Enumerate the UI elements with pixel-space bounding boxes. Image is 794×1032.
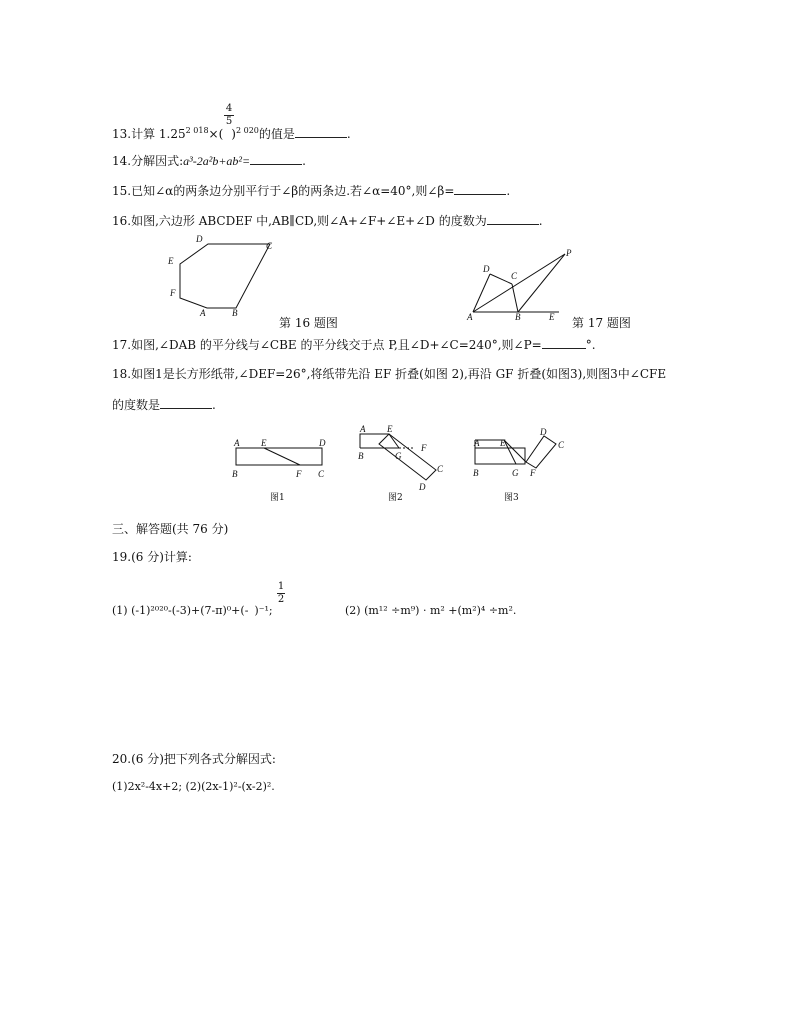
question-18-line1: 18.如图1是长方形纸带,∠DEF=26°,将纸带先沿 EF 折叠(如图 2),再沿 GF 折叠(如图3),则图3中∠CFE <box>112 367 667 381</box>
label-A: A <box>474 438 480 448</box>
label-D: D <box>483 264 490 274</box>
label-B: B <box>473 468 479 478</box>
figure-17 <box>465 248 575 320</box>
label-E: E <box>261 438 267 448</box>
question-19-title: 19.(6 分)计算: <box>112 550 192 564</box>
question-19-part1: (1) (-1)²⁰²⁰-(-3)+(7-π)⁰+(- )⁻¹; <box>112 604 273 617</box>
question-15: 15.已知∠α的两条边分别平行于∠β的两条边.若∠α=40°,则∠β= . <box>112 184 511 198</box>
label-B: B <box>232 308 238 318</box>
section-title: 三、解答题(共 76 分) <box>112 522 229 536</box>
question-20-title: 20.(6 分)把下列各式分解因式: <box>112 752 276 766</box>
label-D: D <box>540 427 547 437</box>
label-P: P <box>566 248 572 258</box>
label-A: A <box>467 312 473 322</box>
label-B: B <box>358 451 364 461</box>
label-C: C <box>266 241 273 251</box>
label-B: B <box>232 469 238 479</box>
label-G: G <box>512 468 519 478</box>
figure-18-2 <box>355 424 455 494</box>
label-E: E <box>549 312 555 322</box>
label-F: F <box>170 288 176 298</box>
question-18-line2: 的度数是 . <box>112 398 216 412</box>
label-E: E <box>168 256 174 266</box>
answer-blank[interactable] <box>454 184 506 195</box>
figure-18-2-caption: 图2 <box>388 493 403 503</box>
figure-16-caption: 第 16 题图 <box>279 316 338 330</box>
label-A: A <box>234 438 240 448</box>
label-E: E <box>500 438 506 448</box>
fraction-1-2: 1 2 <box>277 581 285 605</box>
question-16: 16.如图,六边形 ABCDEF 中,AB∥CD,则∠A+∠F+∠E+∠D 的度数为 . <box>112 214 543 228</box>
label-C: C <box>318 469 325 479</box>
answer-blank[interactable] <box>160 398 212 409</box>
question-13: 13.计算 $1.25^{2 018}\times$( )$^{2 020}$的值是 . <box>112 126 351 141</box>
label-F: F <box>421 443 427 453</box>
figure-18-3 <box>470 424 570 484</box>
question-20-parts: (1)2x²-4x+2; (2)(2x-1)²-(x-2)². <box>112 780 275 793</box>
label-E: E <box>387 424 393 434</box>
label-C: C <box>511 271 518 281</box>
question-14: 14.分解因式:a³-2a²b+ab²= . <box>112 154 306 168</box>
answer-blank[interactable] <box>487 214 539 225</box>
figure-16-hexagon <box>160 230 290 320</box>
answer-blank[interactable] <box>542 338 586 349</box>
label-F: F <box>296 469 302 479</box>
label-D: D <box>196 234 203 244</box>
question-17: 17.如图,∠DAB 的平分线与∠CBE 的平分线交于点 P,且∠D+∠C=240°,则∠P= °. <box>112 338 596 352</box>
question-19-part2: (2) (m¹² ÷m⁹) · m² +(m²)⁴ ÷m². <box>345 604 517 617</box>
label-D: D <box>319 438 326 448</box>
label-G: G <box>395 451 402 461</box>
figure-18-1 <box>232 436 332 484</box>
label-D: D <box>419 482 426 492</box>
label-F: F <box>530 468 536 478</box>
figure-18-1-caption: 图1 <box>270 493 285 503</box>
label-A: A <box>200 308 206 318</box>
answer-blank[interactable] <box>295 127 347 138</box>
figure-18-3-caption: 图3 <box>504 493 519 503</box>
label-C: C <box>558 440 565 450</box>
label-A: A <box>360 424 366 434</box>
label-C: C <box>437 464 444 474</box>
label-B: B <box>515 312 521 322</box>
fraction-4-5: 4 5 <box>225 103 233 127</box>
answer-blank[interactable] <box>250 154 302 165</box>
figure-17-caption: 第 17 题图 <box>572 316 631 330</box>
